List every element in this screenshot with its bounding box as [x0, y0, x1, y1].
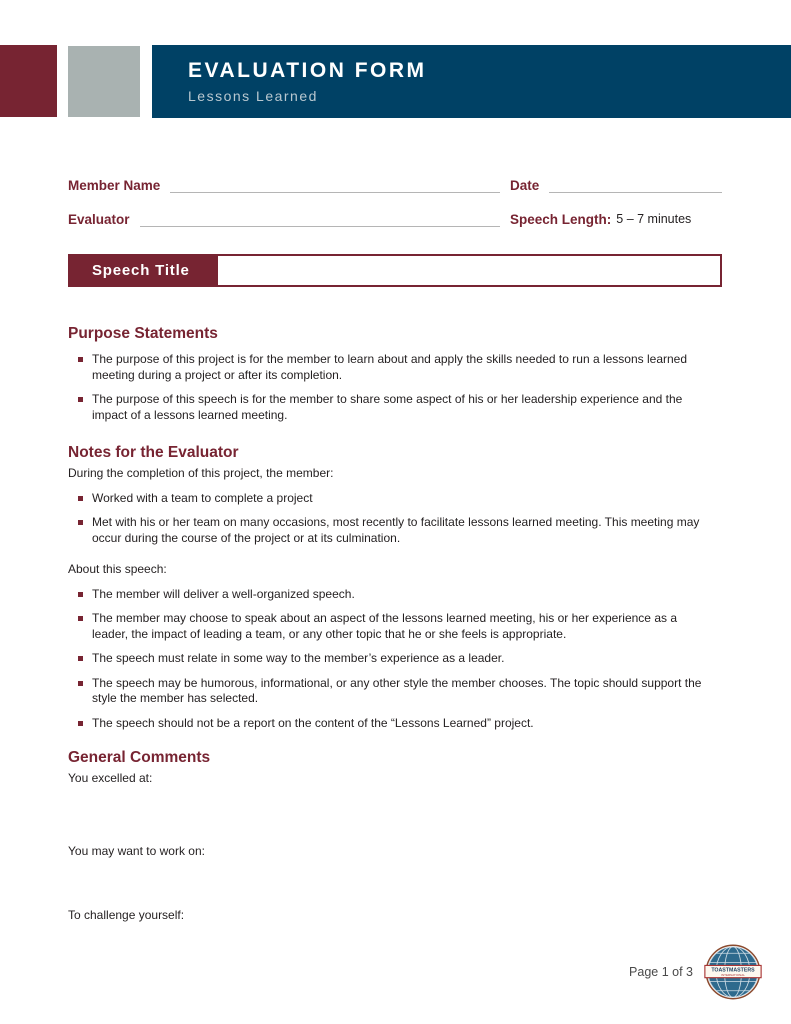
bullet-item: The member may choose to speak about an aspect of the lessons learned meeting, his or her experience as a leader, the impact of leading a team, or any other topic that he or she feels is appropriate. — [68, 611, 716, 642]
notes-project-bullet-list — [68, 491, 722, 547]
speech-title-label: Speech Title — [70, 256, 218, 285]
member-name-line[interactable] — [170, 177, 500, 193]
toastmasters-globe-icon — [703, 942, 763, 1002]
comment-writing-area-work-on[interactable] — [68, 859, 722, 904]
speech-length-label: Speech Length: — [510, 212, 612, 227]
page-number: Page 1 of 3 — [629, 965, 693, 979]
brand-gray-square — [68, 46, 140, 117]
notes-section — [68, 443, 722, 731]
general-comments-heading: General Comments — [68, 749, 211, 766]
bullet-item: Met with his or her team on many occasions, most recently to facilitate lessons learned meeting. This meeting may occur during the course of the project or at its culmination. — [68, 515, 716, 546]
notes-heading: Notes for the Evaluator — [68, 444, 239, 461]
notes-speech-intro: About this speech: — [68, 562, 167, 576]
notes-project-intro: During the completion of this project, the member: — [68, 466, 334, 480]
bullet-item: The purpose of this project is for the member to learn about and apply the skills needed to run a lessons learned meeting during a project or after its completion. — [68, 352, 716, 383]
comment-writing-area-excelled[interactable] — [68, 787, 722, 840]
evaluator-label: Evaluator — [68, 212, 130, 227]
logo-text-line1: TOASTMASTERS — [711, 967, 755, 974]
date-line[interactable] — [549, 177, 722, 193]
form-fields — [68, 173, 722, 227]
speech-title-input[interactable] — [218, 256, 720, 285]
form-subtitle: Lessons Learned — [188, 88, 318, 104]
form-title: EVALUATION FORM — [188, 59, 427, 82]
logo-text-line2: INTERNATIONAL — [721, 972, 745, 977]
toastmasters-logo — [703, 942, 763, 1002]
date-field — [510, 177, 722, 193]
speech-length-field — [510, 212, 722, 227]
speech-title-bar — [68, 254, 722, 287]
comment-prompt-work-on: You may want to work on: — [68, 843, 205, 858]
member-name-label: Member Name — [68, 178, 161, 193]
date-label: Date — [510, 178, 540, 193]
bullet-item: The speech may be humorous, informational, or any other style the member chooses. The topic should support the style the member has selected. — [68, 676, 716, 707]
bullet-item: The purpose of this speech is for the member to share some aspect of his or her leadership experience and the impact of a lessons learned meeting. — [68, 392, 716, 423]
field-row-evaluator-length — [68, 207, 722, 227]
purpose-section — [68, 324, 722, 423]
general-comments-section — [68, 748, 722, 924]
purpose-heading: Purpose Statements — [68, 325, 218, 342]
bullet-item: Worked with a team to complete a project — [68, 491, 716, 507]
purpose-bullet-list — [68, 352, 722, 423]
page-footer — [629, 942, 763, 1002]
comment-prompt-challenge: To challenge yourself: — [68, 908, 185, 922]
bullet-item: The speech should not be a report on the content of the “Lessons Learned” project. — [68, 716, 716, 732]
evaluator-field — [68, 211, 500, 227]
member-name-field — [68, 177, 500, 193]
bullet-item: The speech must relate in some way to the member’s experience as a leader. — [68, 651, 716, 667]
brand-maroon-square — [0, 45, 57, 117]
speech-length-value: 5 – 7 minutes — [616, 212, 692, 226]
header-banner — [152, 45, 791, 118]
comment-prompt-excelled: You excelled at: — [68, 771, 153, 785]
form-content — [68, 118, 722, 924]
notes-speech-bullet-list — [68, 587, 722, 732]
evaluator-line[interactable] — [140, 211, 500, 227]
field-row-member-date — [68, 173, 722, 193]
bullet-item: The member will deliver a well-organized speech. — [68, 587, 716, 603]
